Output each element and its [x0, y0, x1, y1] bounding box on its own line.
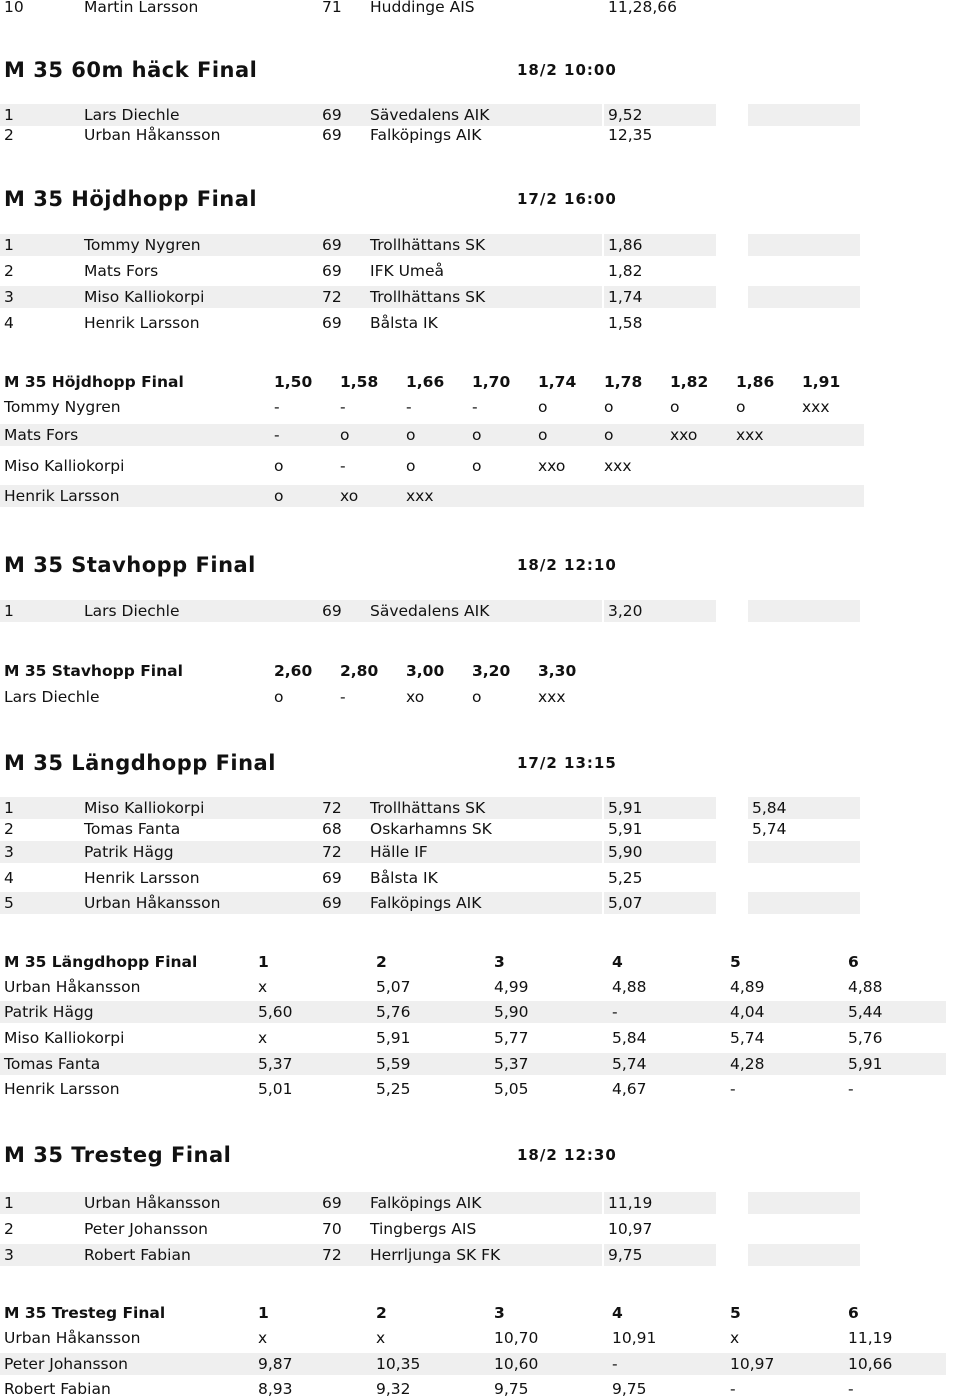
- placing-cell: 3: [0, 286, 80, 308]
- athlete-name-cell: Mats Fors: [0, 424, 270, 446]
- event-datetime: 18/2 12:30: [517, 1146, 617, 1164]
- attempt-row: [0, 396, 960, 418]
- placing-cell: 2: [4, 820, 14, 838]
- placing-cell: 3: [0, 841, 80, 863]
- height-heading: 1,91: [802, 373, 841, 391]
- result-cell: 12,35: [608, 126, 653, 144]
- series-row: [0, 1378, 960, 1400]
- athlete-name-cell: Robert Fabian: [4, 1380, 111, 1398]
- extra-result-cell: [748, 260, 860, 282]
- club-cell: Huddinge AIS: [370, 0, 475, 16]
- birth-year-cell: 72: [318, 797, 366, 819]
- extra-result-cell: [748, 1192, 860, 1214]
- attempt-row: [0, 686, 960, 708]
- event-title: M 35 Höjdhopp Final: [4, 187, 258, 211]
- athlete-name-cell: Henrik Larsson: [0, 485, 270, 507]
- series-row: [0, 1027, 960, 1049]
- athlete-name-cell: Miso Kalliokorpi: [4, 457, 125, 475]
- height-heading: 1,70: [472, 373, 511, 391]
- mark-cell: 10,35: [372, 1353, 490, 1375]
- attempt-cell: xxx: [732, 424, 798, 446]
- mark-cell: 5,37: [490, 1053, 608, 1075]
- mark-cell: 11,19: [848, 1329, 893, 1347]
- athlete-name-cell: Tomas Fanta: [84, 820, 181, 838]
- athlete-name-cell: Martin Larsson: [84, 0, 199, 16]
- extra-result-cell: [748, 234, 860, 256]
- height-heading: 1,86: [736, 373, 775, 391]
- club-cell: Bålsta IK: [370, 869, 438, 887]
- extra-result-cell: [748, 0, 860, 18]
- attempt-cell: o: [336, 424, 402, 446]
- birth-year-cell: 69: [318, 104, 366, 126]
- extra-result-cell: [748, 1244, 860, 1266]
- club-cell: Sävedalens AIK: [366, 600, 602, 622]
- extra-result-cell: 5,84: [748, 797, 860, 819]
- mark-cell: 5,76: [848, 1029, 883, 1047]
- athlete-name-cell: Lars Diechle: [4, 688, 100, 706]
- mark-cell: 9,87: [254, 1353, 372, 1375]
- placing-cell: 3: [0, 1244, 80, 1266]
- attempt-cell: o: [270, 485, 336, 507]
- mark-cell: 5,74: [730, 1029, 765, 1047]
- birth-year-cell: 69: [322, 314, 342, 332]
- attempt-cell: xo: [406, 688, 425, 706]
- event-datetime: 17/2 16:00: [517, 190, 617, 208]
- attempt-cell: o: [472, 457, 482, 475]
- attempt-cell: o: [736, 398, 746, 416]
- attempt-cell: -: [472, 398, 478, 416]
- club-cell: Tingbergs AIS: [370, 1220, 477, 1238]
- result-row: [0, 286, 960, 308]
- mark-cell: 4,89: [730, 978, 765, 996]
- mark-cell: -: [608, 1001, 726, 1023]
- mark-cell: 4,67: [612, 1080, 647, 1098]
- athlete-name-cell: Miso Kalliokorpi: [4, 1029, 125, 1047]
- athlete-name-cell: Henrik Larsson: [4, 1080, 120, 1098]
- result-cell: 10,97: [608, 1220, 653, 1238]
- birth-year-cell: 72: [318, 841, 366, 863]
- athlete-name-cell: Tommy Nygren: [80, 234, 320, 256]
- attempt-cell: -: [274, 398, 280, 416]
- height-heading: 1,74: [538, 373, 577, 391]
- result-row: [0, 260, 960, 282]
- attempt-cell: [732, 455, 798, 477]
- attempt-cell: -: [406, 398, 412, 416]
- athlete-name-cell: Henrik Larsson: [84, 869, 200, 887]
- athlete-name-cell: Patrik Hägg: [0, 1001, 254, 1023]
- result-cell: 9,52: [604, 104, 716, 126]
- attempt-cell: o: [274, 457, 284, 475]
- round-heading: 6: [848, 1304, 859, 1322]
- mark-cell: -: [848, 1080, 854, 1098]
- mark-cell: 4,28: [726, 1053, 844, 1075]
- attempt-cell: o: [402, 424, 468, 446]
- round-heading: 3: [494, 1304, 505, 1322]
- mark-cell: 10,66: [844, 1353, 946, 1375]
- mark-cell: 5,01: [258, 1080, 293, 1098]
- mark-cell: -: [730, 1080, 736, 1098]
- extra-result-cell: [748, 867, 860, 889]
- extra-result-cell: [748, 312, 860, 334]
- placing-cell: 2: [4, 126, 14, 144]
- height-heading: 1,78: [604, 373, 643, 391]
- mark-cell: 5,44: [844, 1001, 946, 1023]
- attempt-cell: xxx: [538, 688, 566, 706]
- placing-cell: 1: [0, 104, 80, 126]
- result-row: [0, 867, 960, 889]
- attempt-cell: xo: [336, 485, 402, 507]
- result-row: [0, 1244, 960, 1266]
- height-heading: 2,80: [340, 662, 379, 680]
- club-cell: Trollhättans SK: [366, 797, 602, 819]
- mark-cell: 10,60: [490, 1353, 608, 1375]
- attempt-cell: xxx: [604, 457, 632, 475]
- attempt-cell: [666, 455, 732, 477]
- attempt-cell: o: [670, 398, 680, 416]
- event-heading: [0, 55, 960, 85]
- extra-result-cell: [748, 286, 860, 308]
- result-cell: 9,75: [604, 1244, 716, 1266]
- athlete-name-cell: Peter Johansson: [84, 1220, 208, 1238]
- attempt-cell: xxx: [802, 398, 830, 416]
- attempt-cell: o: [538, 398, 548, 416]
- mark-cell: 5,60: [254, 1001, 372, 1023]
- mark-cell: 5,37: [254, 1053, 372, 1075]
- series-row: [0, 1078, 960, 1100]
- attempt-cell: xxo: [538, 457, 566, 475]
- round-heading: 2: [376, 953, 387, 971]
- series-table-header: [0, 951, 960, 973]
- mark-cell: -: [848, 1380, 854, 1398]
- result-cell: 1,82: [608, 262, 643, 280]
- placing-cell: 1: [0, 600, 80, 622]
- birth-year-cell: 72: [318, 1244, 366, 1266]
- result-row: [0, 312, 960, 334]
- birth-year-cell: 69: [318, 600, 366, 622]
- athlete-name-cell: Robert Fabian: [80, 1244, 320, 1266]
- series-row: [0, 1053, 960, 1075]
- attempt-cell: -: [270, 424, 336, 446]
- attempt-cell: [798, 485, 864, 507]
- club-cell: Sävedalens AIK: [366, 104, 602, 126]
- mark-cell: 9,75: [494, 1380, 529, 1398]
- athlete-name-cell: Miso Kalliokorpi: [80, 286, 320, 308]
- result-cell: 5,25: [608, 869, 643, 887]
- placing-cell: 1: [0, 797, 80, 819]
- placing-cell: 10: [4, 0, 24, 16]
- mark-cell: 5,76: [372, 1001, 490, 1023]
- round-heading: 5: [730, 1304, 741, 1322]
- mark-cell: 8,93: [258, 1380, 293, 1398]
- club-cell: Trollhättans SK: [366, 286, 602, 308]
- mark-cell: 4,88: [848, 978, 883, 996]
- result-row: [0, 124, 960, 146]
- round-heading: 4: [612, 953, 623, 971]
- athlete-name-cell: Lars Diechle: [80, 600, 320, 622]
- table-title: M 35 Stavhopp Final: [4, 662, 183, 680]
- placing-cell: 1: [0, 1192, 80, 1214]
- athlete-name-cell: Lars Diechle: [80, 104, 320, 126]
- event-title: M 35 Längdhopp Final: [4, 751, 276, 775]
- series-row: [0, 1353, 960, 1375]
- result-row: [0, 104, 960, 126]
- height-heading: 1,58: [340, 373, 379, 391]
- event-title: M 35 Stavhopp Final: [4, 553, 256, 577]
- attempt-cell: o: [406, 457, 416, 475]
- attempt-cell: [732, 485, 798, 507]
- attempt-table-header: [0, 371, 960, 393]
- attempt-cell: xxx: [402, 485, 468, 507]
- round-heading: 1: [258, 1304, 269, 1322]
- result-cell: 1,86: [604, 234, 716, 256]
- result-row: [0, 0, 960, 18]
- extra-result-cell: [748, 841, 860, 863]
- placing-cell: 1: [0, 234, 80, 256]
- extra-result-cell: [748, 600, 860, 622]
- event-heading: [0, 550, 960, 580]
- attempt-row: [0, 485, 960, 507]
- attempt-row: [0, 455, 960, 477]
- result-cell: 1,58: [608, 314, 643, 332]
- height-heading: 3,00: [406, 662, 445, 680]
- birth-year-cell: 70: [322, 1220, 342, 1238]
- height-heading: 3,20: [472, 662, 511, 680]
- attempt-cell: o: [600, 424, 666, 446]
- attempt-cell: o: [604, 398, 614, 416]
- birth-year-cell: 69: [322, 869, 342, 887]
- result-cell: 3,20: [604, 600, 716, 622]
- event-heading: [0, 1140, 960, 1170]
- extra-result-cell: [748, 1218, 860, 1240]
- attempt-cell: -: [340, 688, 346, 706]
- event-heading: [0, 748, 960, 778]
- club-cell: Falköpings AIK: [366, 1192, 602, 1214]
- event-title: M 35 Tresteg Final: [4, 1143, 232, 1167]
- round-heading: 2: [376, 1304, 387, 1322]
- round-heading: 4: [612, 1304, 623, 1322]
- mark-cell: 9,32: [376, 1380, 411, 1398]
- placing-cell: 4: [4, 869, 14, 887]
- event-datetime: 17/2 13:15: [517, 754, 617, 772]
- placing-cell: 2: [4, 262, 14, 280]
- series-row: [0, 976, 960, 998]
- placing-cell: 5: [0, 892, 80, 914]
- mark-cell: 5,91: [376, 1029, 411, 1047]
- mark-cell: x: [258, 1329, 268, 1347]
- height-heading: 1,66: [406, 373, 445, 391]
- extra-result-cell: [748, 104, 860, 126]
- table-title: M 35 Höjdhopp Final: [4, 373, 184, 391]
- mark-cell: x: [258, 978, 268, 996]
- attempt-cell: -: [340, 457, 346, 475]
- extra-result-cell: 5,74: [752, 820, 787, 838]
- mark-cell: x: [376, 1329, 386, 1347]
- attempt-cell: [468, 485, 534, 507]
- athlete-name-cell: Mats Fors: [84, 262, 159, 280]
- height-heading: 1,50: [274, 373, 313, 391]
- birth-year-cell: 72: [318, 286, 366, 308]
- birth-year-cell: 68: [322, 820, 342, 838]
- series-row: [0, 1001, 960, 1023]
- result-cell: 1,74: [604, 286, 716, 308]
- birth-year-cell: 69: [318, 234, 366, 256]
- event-title: M 35 60m häck Final: [4, 58, 258, 82]
- mark-cell: 10,91: [612, 1329, 657, 1347]
- mark-cell: 10,70: [494, 1329, 539, 1347]
- attempt-row: [0, 424, 960, 446]
- birth-year-cell: 69: [322, 262, 342, 280]
- club-cell: Trollhättans SK: [366, 234, 602, 256]
- result-cell: 5,91: [608, 820, 643, 838]
- round-heading: 3: [494, 953, 505, 971]
- club-cell: Hälle IF: [366, 841, 602, 863]
- round-heading: 6: [848, 953, 859, 971]
- mark-cell: 10,97: [726, 1353, 844, 1375]
- result-cell: 11,19: [604, 1192, 716, 1214]
- mark-cell: 4,04: [726, 1001, 844, 1023]
- round-heading: 5: [730, 953, 741, 971]
- club-cell: Bålsta IK: [370, 314, 438, 332]
- attempt-cell: -: [340, 398, 346, 416]
- mark-cell: 5,59: [372, 1053, 490, 1075]
- event-datetime: 18/2 12:10: [517, 556, 617, 574]
- athlete-name-cell: Urban Håkansson: [80, 1192, 320, 1214]
- club-cell: Oskarhamns SK: [370, 820, 492, 838]
- result-row: [0, 841, 960, 863]
- result-row: [0, 1218, 960, 1240]
- athlete-name-cell: Urban Håkansson: [84, 126, 221, 144]
- placing-cell: 2: [4, 1220, 14, 1238]
- result-row: [0, 1192, 960, 1214]
- mark-cell: 5,07: [376, 978, 411, 996]
- result-cell: 5,07: [604, 892, 716, 914]
- event-heading: [0, 184, 960, 214]
- attempt-cell: [534, 485, 600, 507]
- mark-cell: 5,77: [494, 1029, 529, 1047]
- mark-cell: x: [258, 1029, 268, 1047]
- attempt-cell: [798, 455, 864, 477]
- birth-year-cell: 69: [322, 126, 342, 144]
- birth-year-cell: 71: [322, 0, 342, 16]
- mark-cell: 5,91: [844, 1053, 946, 1075]
- birth-year-cell: 69: [318, 1192, 366, 1214]
- attempt-table-header: [0, 660, 960, 682]
- attempt-cell: o: [534, 424, 600, 446]
- athlete-name-cell: Miso Kalliokorpi: [80, 797, 320, 819]
- attempt-cell: o: [472, 688, 482, 706]
- birth-year-cell: 69: [318, 892, 366, 914]
- result-row: [0, 234, 960, 256]
- mark-cell: 5,74: [608, 1053, 726, 1075]
- result-row: [0, 797, 960, 819]
- round-heading: 1: [258, 953, 269, 971]
- extra-result-cell: [748, 892, 860, 914]
- mark-cell: -: [730, 1380, 736, 1398]
- athlete-name-cell: Peter Johansson: [0, 1353, 254, 1375]
- result-cell: 11,28,66: [608, 0, 678, 16]
- height-heading: 1,82: [670, 373, 709, 391]
- attempt-cell: [600, 485, 666, 507]
- athlete-name-cell: Henrik Larsson: [84, 314, 200, 332]
- club-cell: Falköpings AIK: [366, 892, 602, 914]
- attempt-cell: xxo: [666, 424, 732, 446]
- mark-cell: 4,99: [494, 978, 529, 996]
- result-row: [0, 600, 960, 622]
- result-row: [0, 818, 960, 840]
- series-table-header: [0, 1302, 960, 1324]
- attempt-cell: [666, 485, 732, 507]
- athlete-name-cell: Patrik Hägg: [80, 841, 320, 863]
- result-cell: 5,91: [604, 797, 716, 819]
- series-row: [0, 1327, 960, 1349]
- club-cell: IFK Umeå: [370, 262, 445, 280]
- event-datetime: 18/2 10:00: [517, 61, 617, 79]
- height-heading: 2,60: [274, 662, 313, 680]
- result-cell: 5,90: [604, 841, 716, 863]
- mark-cell: 5,90: [490, 1001, 608, 1023]
- table-title: M 35 Längdhopp Final: [4, 953, 198, 971]
- club-cell: Falköpings AIK: [370, 126, 482, 144]
- athlete-name-cell: Urban Håkansson: [4, 978, 141, 996]
- table-title: M 35 Tresteg Final: [4, 1304, 166, 1322]
- mark-cell: 5,84: [612, 1029, 647, 1047]
- athlete-name-cell: Tommy Nygren: [4, 398, 121, 416]
- club-cell: Herrljunga SK FK: [366, 1244, 602, 1266]
- placing-cell: 4: [4, 314, 14, 332]
- mark-cell: 4,88: [612, 978, 647, 996]
- athlete-name-cell: Tomas Fanta: [0, 1053, 254, 1075]
- mark-cell: x: [730, 1329, 740, 1347]
- athlete-name-cell: Urban Håkansson: [4, 1329, 141, 1347]
- athlete-name-cell: Urban Håkansson: [80, 892, 320, 914]
- mark-cell: 9,75: [612, 1380, 647, 1398]
- mark-cell: 5,05: [494, 1080, 529, 1098]
- mark-cell: 5,25: [376, 1080, 411, 1098]
- attempt-cell: o: [274, 688, 284, 706]
- extra-result-cell: [748, 124, 860, 146]
- attempt-cell: [798, 424, 864, 446]
- height-heading: 3,30: [538, 662, 577, 680]
- result-row: [0, 892, 960, 914]
- mark-cell: -: [608, 1353, 726, 1375]
- attempt-cell: o: [468, 424, 534, 446]
